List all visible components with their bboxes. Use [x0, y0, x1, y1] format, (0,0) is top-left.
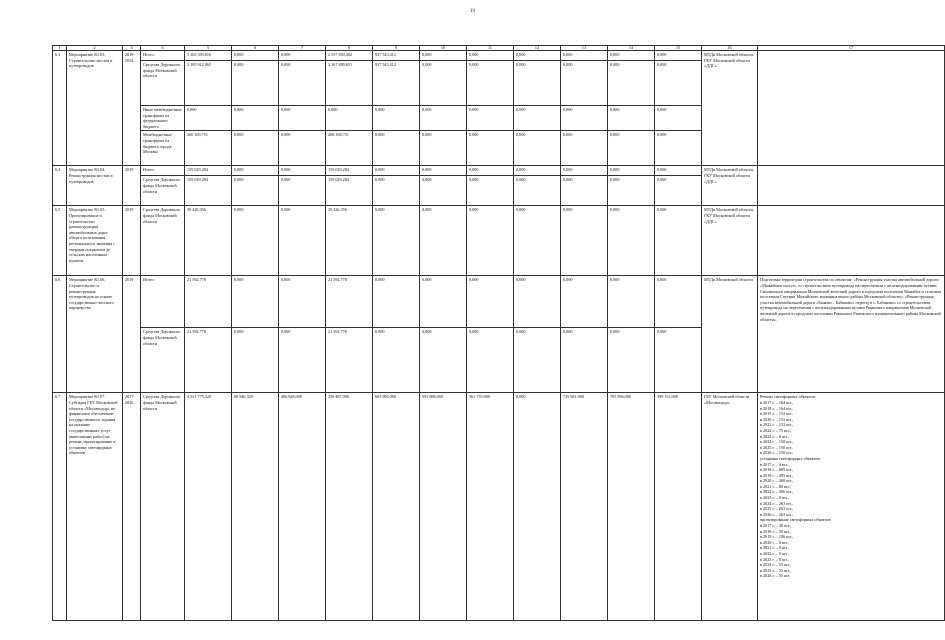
amount-cell: 0,000: [420, 106, 467, 131]
result: [758, 393, 945, 621]
result-line: в 2018 г. – 685 шт.,: [760, 467, 794, 473]
amount-cell: 159 029,284: [185, 166, 232, 176]
result-line: в 2020 г. – 0 шт.,: [760, 539, 789, 545]
table-row: [53, 393, 945, 621]
amount-cell: 0,000: [561, 166, 608, 176]
budget-table: [52, 45, 945, 621]
amount-cell: 0,000: [467, 328, 514, 393]
amount-cell: 0,000: [514, 61, 561, 106]
amount-cell: 0,000: [232, 328, 279, 393]
amount-cell: 0,000: [608, 131, 655, 166]
column-number-7: 7: [279, 46, 326, 51]
amount-cell: 0,000: [420, 166, 467, 176]
amount-cell: 260 168,751: [326, 131, 373, 166]
responsible: МТДи Московской области, ГКУ Московской области «ДДС»: [702, 51, 758, 166]
activity-name: Мероприятие R1.06. Строительство и реконструкция путепроводов на основе государственно-частного партнерства: [67, 276, 123, 393]
result: [758, 206, 945, 276]
funding-source: Средства Дорожного фонда Московской области: [141, 206, 185, 276]
responsible: МТДи Московской области: [702, 276, 758, 393]
funding-source: Итого:: [141, 276, 185, 328]
amount-cell: 0,000: [467, 51, 514, 61]
result-line: в 2026 г. – 55 шт.: [760, 573, 790, 579]
amount-cell: 0,000: [655, 176, 702, 206]
amount-cell: 937 543,412: [373, 61, 420, 106]
amount-cell: 3 565 393,816: [185, 51, 232, 61]
amount-cell: 0,000: [514, 276, 561, 328]
column-number-11: 11: [467, 46, 514, 51]
amount-cell: 159 029,284: [326, 176, 373, 206]
amount-cell: 0,000: [608, 61, 655, 106]
column-number-9: 9: [373, 46, 420, 51]
amount-cell: 0,000: [467, 61, 514, 106]
amount-cell: 2 167 489,651: [326, 61, 373, 106]
amount-cell: 0,000: [467, 166, 514, 176]
amount-cell: 0,000: [279, 51, 326, 61]
amount-cell: 361 735,000: [467, 393, 514, 621]
result: Подготовка территории строительства по объектам: «Реконструкция участка автомобильной дороги «Можайское шоссе» со строительством путепровода на пересечении с железнодорожными путями Смоленского направления Московской железной дороги в городском поселении Можайск и сельском поселении Спутник Можайского муниципального района Московской области»; «Реконструкция участка автомобильной дороги «Быково – Бабиково» переезд в с. Бабиково» со строительством путепровода на пересечении с железнодорожными путями Рязанского направления Московской железной дороги в городском поселении Раменское Раменского муниципального района Московской области».: [758, 276, 945, 393]
amount-cell: 0,000: [608, 51, 655, 61]
result-line: в 2024 г. – 263 шт.,: [760, 500, 794, 506]
amount-cell: 0,000: [232, 106, 279, 131]
result-line: в 2025 г. – 55 шт.,: [760, 567, 791, 573]
column-number-10: 10: [420, 46, 467, 51]
amount-cell: 21 592,778: [326, 328, 373, 393]
result-line: в 2022 г. – 75 шт.,: [760, 427, 791, 433]
result-line: в 2019 г. – 495 шт.,: [760, 472, 794, 478]
table-row: [53, 206, 945, 276]
amount-cell: 0,000: [561, 276, 608, 328]
row-id: 6.7: [53, 393, 67, 621]
amount-cell: 0,000: [655, 276, 702, 328]
amount-cell: 0,000: [608, 328, 655, 393]
result-line: в 2023 г. – 0 шт.,: [760, 433, 789, 439]
column-number-13: 13: [561, 46, 608, 51]
amount-cell: 705 956,000: [608, 393, 655, 621]
amount-cell: 593 888,000: [420, 393, 467, 621]
result-line: в 2022 г. – 366 шт.,: [760, 489, 794, 495]
amount-cell: 0,000: [608, 176, 655, 206]
amount-cell: 0,000: [326, 106, 373, 131]
amount-cell: 0,000: [655, 206, 702, 276]
amount-cell: 729 961,000: [561, 393, 608, 621]
amount-cell: 0,000: [373, 276, 420, 328]
activity-name: Мероприятие R1.05. Проектирование и строительство (реконструкция) автомобильных дорог общего пользования регионального значения с твердым покрытием до сельских населенных пунктов: [67, 206, 123, 276]
result-line: в 2021 г. – 80 шт.,: [760, 483, 791, 489]
result-line: в 2018 г. – 50 шт.,: [760, 528, 791, 534]
amount-cell: 0,000: [232, 166, 279, 176]
result-line: установка светофорных объектов:: [760, 455, 821, 461]
amount-cell: 68 946,320: [232, 393, 279, 621]
activity-name: Мероприятие R1.03. Строительство мостов и путепроводов: [67, 51, 123, 166]
amount-cell: 0,000: [373, 131, 420, 166]
amount-cell: 0,000: [561, 106, 608, 131]
table-row: [53, 276, 945, 328]
result-line: в 2017 г. – 4 шт.,: [760, 461, 789, 467]
activity-name: Мероприятие R1.07. Субсидия ГБУ Московской области «Мосавтодор» на финансовое обеспечение государственного задания на оказание государственных услуг (выполнение работ) на ремонт, проектирование и установку светофорных объектов: [67, 393, 123, 621]
responsible: ГБУ Московской области «Мосавтодор»: [702, 393, 758, 621]
amount-cell: 0,000: [655, 61, 702, 106]
result-line: в 2023 г. – 0 шт.,: [760, 495, 789, 501]
amount-cell: 0,000: [373, 166, 420, 176]
amount-cell: 256 487,000: [326, 393, 373, 621]
years: 2017-2026: [123, 393, 141, 621]
result: [758, 166, 945, 206]
amount-cell: 0,000: [514, 328, 561, 393]
amount-cell: 399 152,000: [655, 393, 702, 621]
amount-cell: 0,000: [561, 131, 608, 166]
funding-source: Итого:: [141, 166, 185, 176]
funding-source: Средства Дорожного фонда Московской области: [141, 176, 185, 206]
amount-cell: 0,000: [514, 166, 561, 176]
amount-cell: 0,000: [232, 51, 279, 61]
result: [758, 51, 945, 166]
amount-cell: 39 426,356: [326, 206, 373, 276]
funding-source: Итого:: [141, 51, 185, 61]
amount-cell: 0,000: [561, 206, 608, 276]
amount-cell: 0,000: [561, 328, 608, 393]
result-line: проектирование светофорных объектов:: [760, 517, 832, 523]
result-line: в 2020 г. – 152 шт.,: [760, 416, 794, 422]
amount-cell: 0,000: [514, 206, 561, 276]
amount-cell: 0,000: [279, 131, 326, 166]
amount-cell: 0,000: [655, 51, 702, 61]
column-number-15: 15: [655, 46, 702, 51]
table-row: [53, 51, 945, 61]
column-number-4: 4: [141, 46, 185, 51]
amount-cell: 0,000: [655, 106, 702, 131]
amount-cell: 0,000: [232, 131, 279, 166]
amount-cell: 0,000: [185, 106, 232, 131]
amount-cell: 21 592,778: [326, 276, 373, 328]
column-number-6: 6: [232, 46, 279, 51]
funding-source: Средства Дорожного фонда Московской области: [141, 61, 185, 106]
amount-cell: 3 105 912,065: [185, 61, 232, 106]
row-id: 6.6: [53, 276, 67, 393]
amount-cell: 260 169,751: [185, 131, 232, 166]
amount-cell: 159 029,284: [185, 176, 232, 206]
amount-cell: 0,000: [373, 328, 420, 393]
amount-cell: 21 592,778: [185, 328, 232, 393]
amount-cell: 0,000: [514, 176, 561, 206]
years: 2019: [123, 276, 141, 393]
table-row: [53, 166, 945, 176]
column-number-3: 3: [123, 46, 141, 51]
funding-source: Иные межбюджетные трансферты из федерального бюджета: [141, 106, 185, 131]
result-line: в 2025 г. – 150 шт.,: [760, 444, 794, 450]
amount-cell: 0,000: [467, 106, 514, 131]
amount-cell: 39 426,356: [185, 206, 232, 276]
amount-cell: 0,000: [232, 206, 279, 276]
result-line: в 2025 г. – 263 шт.,: [760, 506, 794, 512]
result-line: в 2018 г. – 164 шт.,: [760, 405, 794, 411]
result-line: в 2021 г. – 152 шт.,: [760, 422, 794, 428]
result-line: в 2023 г. – 0 шт.,: [760, 556, 789, 562]
column-number-1: 1: [53, 46, 67, 51]
years: 2019: [123, 166, 141, 206]
amount-cell: 0,000: [279, 328, 326, 393]
amount-cell: 0,000: [608, 106, 655, 131]
responsible: МТДи Московской области, ГКУ Московской области «ДДС»: [702, 166, 758, 206]
funding-source: Межбюджетные трансферты из бюджета города Москвы: [141, 131, 185, 166]
years: 2019-2024: [123, 51, 141, 166]
result-line: Ремонт светофорных объектов:: [760, 394, 816, 400]
amount-cell: 0,000: [514, 131, 561, 166]
amount-cell: 0,000: [373, 176, 420, 206]
amount-cell: 0,000: [608, 206, 655, 276]
result-line: в 2026 г. – 150 шт.;: [760, 450, 794, 456]
amount-cell: 0,000: [467, 276, 514, 328]
amount-cell: 0,000: [561, 61, 608, 106]
column-number-5: 5: [185, 46, 232, 51]
amount-cell: 0,000: [514, 51, 561, 61]
result-line: в 2022 г. – 0 шт.,: [760, 551, 789, 556]
amount-cell: 0,000: [608, 166, 655, 176]
result-line: в 2017 г. – 164 шт.,: [760, 399, 794, 405]
amount-cell: 0,000: [373, 106, 420, 131]
amount-cell: 4 531 775,320: [185, 393, 232, 621]
result-line: в 2020 г. – 468 шт.,: [760, 478, 794, 484]
row-id: 6.5: [53, 206, 67, 276]
amount-cell: 0,000: [655, 166, 702, 176]
amount-cell: 0,000: [279, 166, 326, 176]
column-number-17: 17: [758, 46, 945, 51]
amount-cell: 0,000: [655, 131, 702, 166]
column-number-12: 12: [514, 46, 561, 51]
column-number-2: 2: [67, 46, 123, 51]
row-id: 6.3: [53, 51, 67, 166]
funding-source: Средства Дорожного фонда Московской области: [141, 393, 185, 621]
page-number: 19: [470, 9, 475, 14]
amount-cell: 0,000: [420, 176, 467, 206]
result-line: в 2019 г. – 152 шт.,: [760, 411, 794, 417]
amount-cell: 0,000: [420, 61, 467, 106]
amount-cell: 466 828,000: [279, 393, 326, 621]
amount-cell: 0,000: [279, 176, 326, 206]
amount-cell: 0,000: [514, 393, 561, 621]
column-number-14: 14: [608, 46, 655, 51]
responsible: МТДи Московской области, ГКУ Московской области «ДДС»: [702, 206, 758, 276]
column-number-8: 8: [326, 46, 373, 51]
result-line: в 2019 г. – 106 шт.,: [760, 534, 794, 540]
amount-cell: 0,000: [279, 276, 326, 328]
years: 2019: [123, 206, 141, 276]
result-line: в 2026 г. – 263 шт.;: [760, 511, 794, 517]
result-line: в 2021 г. – 0 шт.,: [760, 545, 789, 551]
amount-cell: 0,000: [655, 328, 702, 393]
result-line: в 2024 г. – 150 шт.,: [760, 439, 794, 445]
amount-cell: 0,000: [232, 276, 279, 328]
amount-cell: 2 557 850,402: [326, 51, 373, 61]
amount-cell: 21 592,778: [185, 276, 232, 328]
amount-cell: 937 543,412: [373, 51, 420, 61]
amount-cell: 0,000: [232, 61, 279, 106]
amount-cell: 0,000: [373, 206, 420, 276]
amount-cell: 0,000: [608, 276, 655, 328]
amount-cell: 159 029,284: [326, 166, 373, 176]
activity-name: Мероприятие R1.04. Реконструкция мостов и путепроводов: [67, 166, 123, 206]
row-id: 6.4: [53, 166, 67, 206]
amount-cell: 0,000: [514, 106, 561, 131]
amount-cell: 603 996,000: [373, 393, 420, 621]
result-line: в 2017 г. – 40 шт.,: [760, 523, 791, 529]
amount-cell: 0,000: [467, 206, 514, 276]
amount-cell: 0,000: [467, 131, 514, 166]
amount-cell: 0,000: [420, 51, 467, 61]
amount-cell: 0,000: [561, 176, 608, 206]
amount-cell: 0,000: [232, 176, 279, 206]
funding-source: Средства Дорожного фонда Московской области: [141, 328, 185, 393]
column-number-16: 16: [702, 46, 758, 51]
amount-cell: 0,000: [420, 276, 467, 328]
amount-cell: 0,000: [561, 51, 608, 61]
amount-cell: 0,000: [279, 61, 326, 106]
amount-cell: 0,000: [467, 176, 514, 206]
amount-cell: 0,000: [420, 206, 467, 276]
amount-cell: 0,000: [279, 106, 326, 131]
amount-cell: 0,000: [420, 131, 467, 166]
amount-cell: 0,000: [279, 206, 326, 276]
result-line: в 2024 г. – 55 шт.,: [760, 562, 791, 568]
amount-cell: 0,000: [420, 328, 467, 393]
